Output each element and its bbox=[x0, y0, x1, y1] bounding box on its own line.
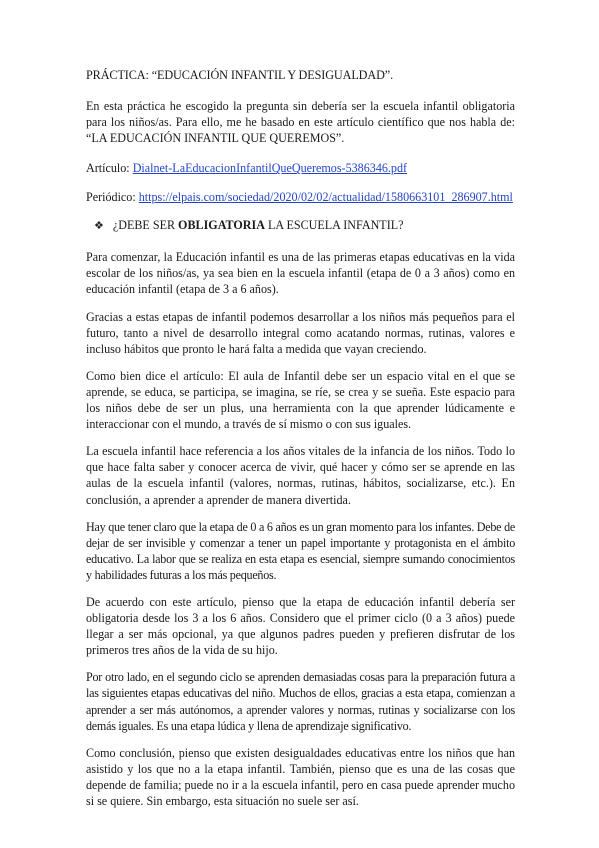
body-paragraph-3: Como bien dice el artículo: El aula de Infantil debe ser un espacio vital en el que se aprende, se educa, se participa, se imagina, se ríe, se crea y se sueña. Este espacio para los niños debe de ser un plus, una herramienta con la que aprender lúdicamente e interaccionar con el mundo, a través de sí mismo o con sus iguales. bbox=[86, 368, 515, 432]
article-reference bbox=[86, 160, 515, 176]
body-paragraph-8: Como conclusión, pienso que existen desigualdades educativas entre los niños que han asistido y los que no a la etapa infantil. También, pienso que es una de las cosas que depende de familia; puede no ir a la escuela infantil, pero en casa puede aprender mucho si se quiere. Sin embargo, esta situación no suele ser así. bbox=[86, 745, 515, 808]
body-paragraph-7: Por otro lado, en el segundo ciclo se aprenden demasiadas cosas para la preparación futura a las siguientes etapas educativas del niño. Muchos de ellos, gracias a esta etapa, comienzan a aprender a ser más autónomos, a aprender valores y normas, rutinas y socializarse con los demás iguales. Es una etapa lúdica y llena de aprendizaje significativo. bbox=[86, 670, 515, 733]
document-title: PRÁCTICA: “EDUCACIÓN INFANTIL Y DESIGUALDAD”. bbox=[86, 68, 394, 82]
body-paragraph-2: Gracias a estas etapas de infantil podemos desarrollar a los niños más pequeños para el futuro, tanto a nivel de desarrollo integral como acatando normas, rutinas, valores e incluso hábitos que pronto le hará falta a medida que vayan creciendo. bbox=[86, 309, 515, 356]
body-paragraph-6: De acuerdo con este artículo, pienso que la etapa de educación infantil debería ser obligatoria desde los 3 a los 6 años. Considero que el primer ciclo (0 a 3 años) puede llegar a ser más opcional, ya que algunos padres pueden y prefieren disfrutar de los primeros tres años de la vida de su hijo. bbox=[86, 594, 515, 658]
body-paragraph-4: La escuela infantil hace referencia a los años vitales de la infancia de los niños. Todo lo que hace falta saber y conocer acerca de vivir, qué hacer y cómo ser se aprende en las aulas de la escuela infantil (valores, normas, rutinas, hábitos, socializarse, etc.). En conclusión, a aprender a aprender de manera divertida. bbox=[86, 444, 515, 507]
newspaper-reference bbox=[86, 189, 515, 205]
body-paragraph-1: Para comenzar, la Educación infantil es una de las primeras etapas educativas en la vida escolar de los niños/as, ya sea bien en la escuela infantil (etapa de 0 a 3 años) como en educación infantil (etapa de 3 a 6 años). bbox=[86, 250, 515, 297]
newspaper-label: Periódico: bbox=[86, 190, 139, 205]
diamond-bullet-icon: ❖ bbox=[94, 220, 104, 233]
newspaper-link[interactable]: https://elpais.com/sociedad/2020/02/02/actualidad/1580663101_286907.html bbox=[138, 190, 513, 205]
question-text: ¿DEBE SER OBLIGATORIA LA ESCUELA INFANTIL? bbox=[112, 218, 404, 233]
body-paragraph-5: Hay que tener claro que la etapa de 0 a 6 años es un gran momento para los infantes. Debe de dejar de ser invisible y comenzar a tener un papel importante y protagonista en el ámbito educativo. La labor que se realiza en esta etapa es esencial, siempre sumando conocimientos y habilidades futuras a los más pequeños. bbox=[86, 519, 515, 582]
question-heading bbox=[94, 218, 515, 233]
article-link[interactable]: Dialnet-LaEducacionInfantilQueQueremos-5386346.pdf bbox=[132, 161, 408, 176]
question-bold: OBLIGATORIA bbox=[178, 218, 265, 233]
article-label: Artículo: bbox=[86, 161, 133, 176]
intro-paragraph: En esta práctica he escogido la pregunta sin debería ser la escuela infantil obligatoria para los niños/as. Para ello, me he basado en este artículo científico que nos habla de: “LA EDUCACIÓN INFANTIL QUE QUEREMOS”. bbox=[86, 99, 515, 146]
